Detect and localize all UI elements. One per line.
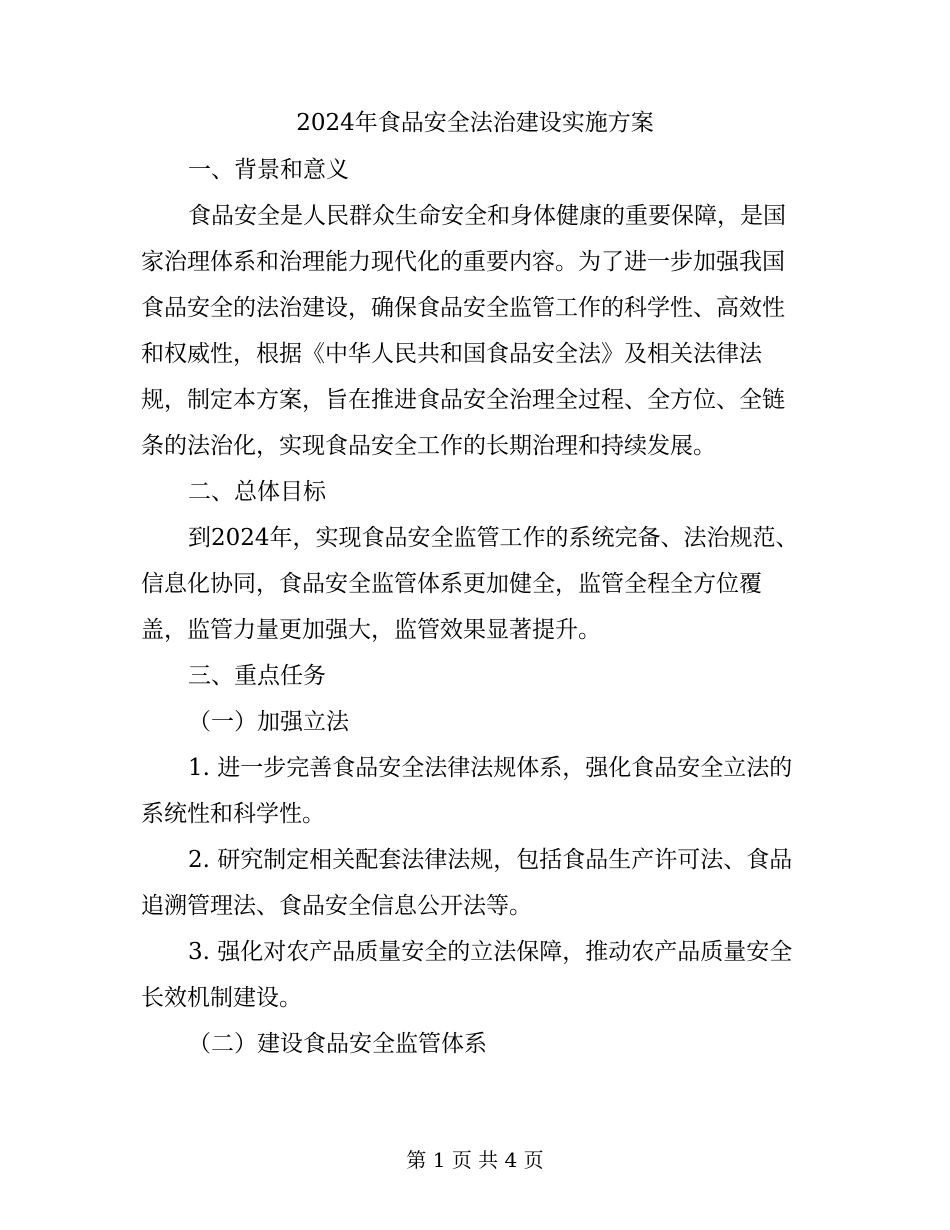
page-number: 第 1 页 共 4 页 xyxy=(406,1148,544,1172)
subsection-heading-supervision: （二）建设食品安全监管体系 xyxy=(188,1031,487,1057)
subsection-heading-legislation: （一）加强立法 xyxy=(188,709,349,735)
paragraph-line: 食品安全是人民群众生命安全和身体健康的重要保障，是国 xyxy=(188,203,786,229)
list-item-line: 长效机制建设。 xyxy=(141,985,302,1011)
paragraph-line: 和权威性，根据《中华人民共和国食品安全法》及相关法律法 xyxy=(141,341,762,367)
paragraph-line: 信息化协同，食品安全监管体系更加健全，监管全程全方位覆 xyxy=(141,571,762,597)
list-item-line: 3. 强化对农产品质量安全的立法保障，推动农产品质量安全 xyxy=(188,939,793,965)
paragraph-line: 盖，监管力量更加强大，监管效果显著提升。 xyxy=(141,617,601,643)
paragraph-line: 到2024年，实现食品安全监管工作的系统完备、法治规范、 xyxy=(188,525,799,551)
paragraph-line: 食品安全的法治建设，确保食品安全监管工作的科学性、高效性 xyxy=(141,295,785,321)
section-heading-tasks: 三、重点任务 xyxy=(188,663,326,689)
list-item-line: 追溯管理法、食品安全信息公开法等。 xyxy=(141,893,532,919)
list-item-line: 系统性和科学性。 xyxy=(141,801,325,827)
paragraph-line: 规，制定本方案，旨在推进食品安全治理全过程、全方位、全链 xyxy=(141,387,785,413)
paragraph-line: 条的法治化，实现食品安全工作的长期治理和持续发展。 xyxy=(141,433,716,459)
section-heading-goals: 二、总体目标 xyxy=(188,479,326,505)
paragraph-line: 家治理体系和治理能力现代化的重要内容。为了进一步加强我国 xyxy=(141,249,785,275)
document-title: 2024年食品安全法治建设实施方案 xyxy=(296,110,654,136)
section-heading-background: 一、背景和意义 xyxy=(188,157,349,183)
list-item-line: 2. 研究制定相关配套法律法规，包括食品生产许可法、食品 xyxy=(188,847,793,873)
list-item-line: 1. 进一步完善食品安全法律法规体系，强化食品安全立法的 xyxy=(188,755,793,781)
